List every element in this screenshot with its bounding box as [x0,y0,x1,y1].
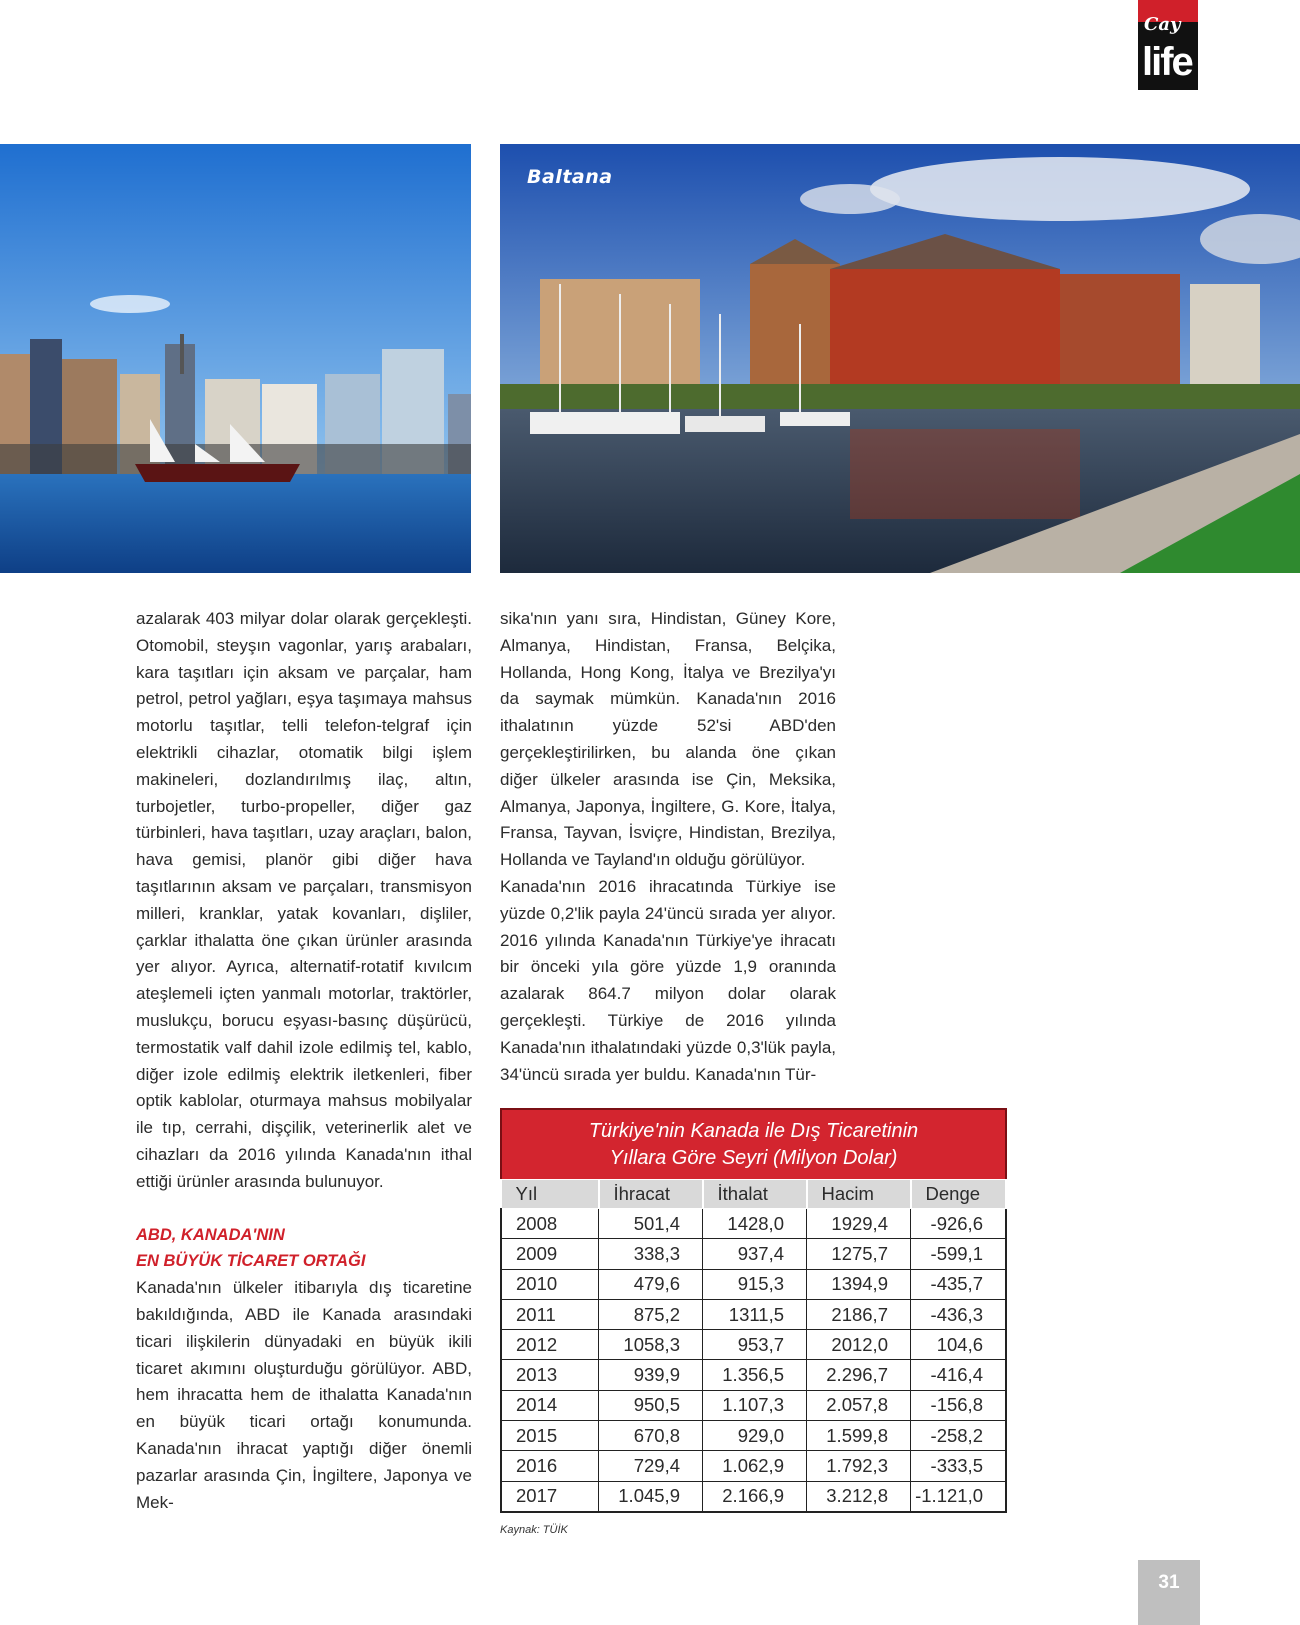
table-title [500,1108,1007,1179]
cell-balance: -436,3 [911,1299,1007,1329]
table-row [501,1239,1006,1269]
table-row [501,1481,1006,1512]
section-subheading [136,1222,472,1276]
cell-volume: 2012,0 [807,1330,911,1360]
cell-export: 501,4 [599,1209,703,1239]
cell-balance: -156,8 [911,1390,1007,1420]
cell-export: 729,4 [599,1451,703,1481]
magazine-logo [1138,0,1198,90]
cell-volume: 2186,7 [807,1299,911,1329]
cell-year: 2014 [501,1390,599,1420]
cell-import: 953,7 [703,1330,807,1360]
cell-export: 950,5 [599,1390,703,1420]
cell-import: 1428,0 [703,1209,807,1239]
subheading-line-1: ABD, KANADA'NIN [136,1225,285,1244]
table-row [501,1390,1006,1420]
cell-balance: 104,6 [911,1330,1007,1360]
table-title-line-1: Türkiye'nin Kanada ile Dış Ticaretinin [588,1120,919,1142]
table-row [501,1421,1006,1451]
header-cell-balance: Denge [911,1180,1007,1209]
page-number: 31 [1138,1560,1200,1625]
cell-year: 2015 [501,1421,599,1451]
cell-export: 1058,3 [599,1330,703,1360]
cell-volume: 2.296,7 [807,1360,911,1390]
cell-import: 1.356,5 [703,1360,807,1390]
header-cell-year: Yıl [501,1180,599,1209]
cell-balance: -435,7 [911,1269,1007,1299]
cell-volume: 1.599,8 [807,1421,911,1451]
logo-text: life [1142,40,1192,84]
cell-balance: -599,1 [911,1239,1007,1269]
cell-export: 479,6 [599,1269,703,1299]
photo-caption: Baltana [527,166,613,188]
cell-export: 670,8 [599,1421,703,1451]
cell-import: 929,0 [703,1421,807,1451]
cell-balance: -926,6 [911,1209,1007,1239]
cell-volume: 1275,7 [807,1239,911,1269]
cell-import: 1.107,3 [703,1390,807,1420]
cell-year: 2017 [501,1481,599,1512]
table-row [501,1209,1006,1239]
cell-import: 1311,5 [703,1299,807,1329]
cell-balance: -258,2 [911,1421,1007,1451]
table-row [501,1451,1006,1481]
body-paragraph: azalarak 403 milyar dolar olarak gerçekleşti. Otomobil, steyşın vagonlar, yarış arabaları, kara taşıtları için aksam ve parçalar, ham petrol, petrol yağları, eşya taşımaya mahsus motorlu taşıtlar, telli telefon-telgraf için elektrikli cihazlar, otomatik bilgi işlem makineleri, dozlandırılmış ilaç, altın, turbojetler, turbo-propeller, diğer gaz türbinleri, hava taşıtları, uzay araçları, balon, hava gemisi, planör gibi diğer hava taşıtlarının aksam ve parçaları, transmisyon milleri, kranklar, yatak kovanları, dişliler, çarklar ithalatta öne çıkan ürünler arasında yer alıyor. Ayrıca, alternatif-rotatif kıvılcım ateşlemeli içten yanmalı motorlar, traktörler, muslukçu, borucu eşyası-basınç düşürücü, termostatik valf dahil izole edilmiş tel, kablo, diğer izole edilmiş elektrik iletkenleri, fiber optik kablolar, oturmaya mahsus mobilyalar ile tıp, cerrahi, dişçilik, veterinerlik alet ve cihazları da 2016 yılında Kanada'nın ithal ettiği ürünler arasında bulunuyor. [136,609,472,1191]
cell-import: 2.166,9 [703,1481,807,1512]
cell-import: 1.062,9 [703,1451,807,1481]
cell-year: 2012 [501,1330,599,1360]
table-source: Kaynak: TÜİK [500,1524,568,1536]
cell-volume: 1929,4 [807,1209,911,1239]
body-paragraph: sika'nın yanı sıra, Hindistan, Güney Kore, Almanya, Hindistan, Fransa, Belçika, Hollanda, Hong Kong, İtalya ve Brezilya'yı da saymak mümkün. Kanada'nın 2016 ithalatının yüzde 52'si ABD'den gerçekleştirilirken, bu alanda öne çıkan diğer ülkeler arasında ise Çin, Meksika, Almanya, Japonya, İngiltere, G. Kore, İtalya, Fransa, Tayvan, İsviçre, Hindistan, Brezilya, Hollanda ve Tayland'ın olduğu görülüyor. [500,609,836,870]
cell-import: 937,4 [703,1239,807,1269]
table-row [501,1360,1006,1390]
cell-export: 939,9 [599,1360,703,1390]
cell-volume: 2.057,8 [807,1390,911,1420]
left-text-column [136,606,472,1516]
cell-export: 338,3 [599,1239,703,1269]
trade-data-table [500,1179,1007,1513]
table-row [501,1299,1006,1329]
cell-balance: -1.121,0 [911,1481,1007,1512]
cell-year: 2011 [501,1299,599,1329]
cell-volume: 3.212,8 [807,1481,911,1512]
header-cell-import: İthalat [703,1180,807,1209]
subheading-line-2: EN BÜYÜK TİCARET ORTAĞI [136,1252,366,1271]
table-header-row [501,1180,1006,1209]
right-text-column [500,606,836,1088]
header-cell-volume: Hacim [807,1180,911,1209]
cell-export: 875,2 [599,1299,703,1329]
cell-volume: 1.792,3 [807,1451,911,1481]
body-paragraph: Kanada'nın 2016 ihracatında Türkiye ise yüzde 0,2'lik payla 24'üncü sırada yer alıyor. 2016 yılında Kanada'nın Türkiye'ye ihracatı bir önceki yıla göre yüzde 1,9 oranında azalarak 864.7 milyon dolar olarak gerçekleşti. Türkiye de 2016 yılında Kanada'nın ithalatındaki yüzde 0,3'lük payla, 34'üncü sırada yer buldu. Kanada'nın Tür- [500,876,836,1084]
table-row [501,1269,1006,1299]
cell-year: 2013 [501,1360,599,1390]
cell-volume: 1394,9 [807,1269,911,1299]
logo-script: Cay [1144,14,1181,35]
cell-import: 915,3 [703,1269,807,1299]
cell-year: 2009 [501,1239,599,1269]
toronto-skyline-photo [0,144,471,573]
victoria-harbour-photo [500,144,1300,573]
table-row [501,1330,1006,1360]
cell-balance: -416,4 [911,1360,1007,1390]
cell-year: 2010 [501,1269,599,1299]
cell-balance: -333,5 [911,1451,1007,1481]
cell-export: 1.045,9 [599,1481,703,1512]
trade-table [500,1108,1007,1513]
body-paragraph: Kanada'nın ülkeler itibarıyla dış ticaretine bakıldığında, ABD ile Kanada arasındaki ticari ilişkilerin dünyadaki en büyük ikili ticaret akımını oluşturduğu görülüyor. ABD, hem ihracatta hem de ithalatta Kanada'nın en büyük ticari ortağı konumunda. Kanada'nın ihracat yaptığı diğer önemli pazarlar arasında Çin, İngiltere, Japonya ve Mek- [136,1278,472,1512]
table-title-line-2: Yıllara Göre Seyri (Milyon Dolar) [609,1147,898,1169]
cell-year: 2008 [501,1209,599,1239]
header-cell-export: İhracat [599,1180,703,1209]
cell-year: 2016 [501,1451,599,1481]
